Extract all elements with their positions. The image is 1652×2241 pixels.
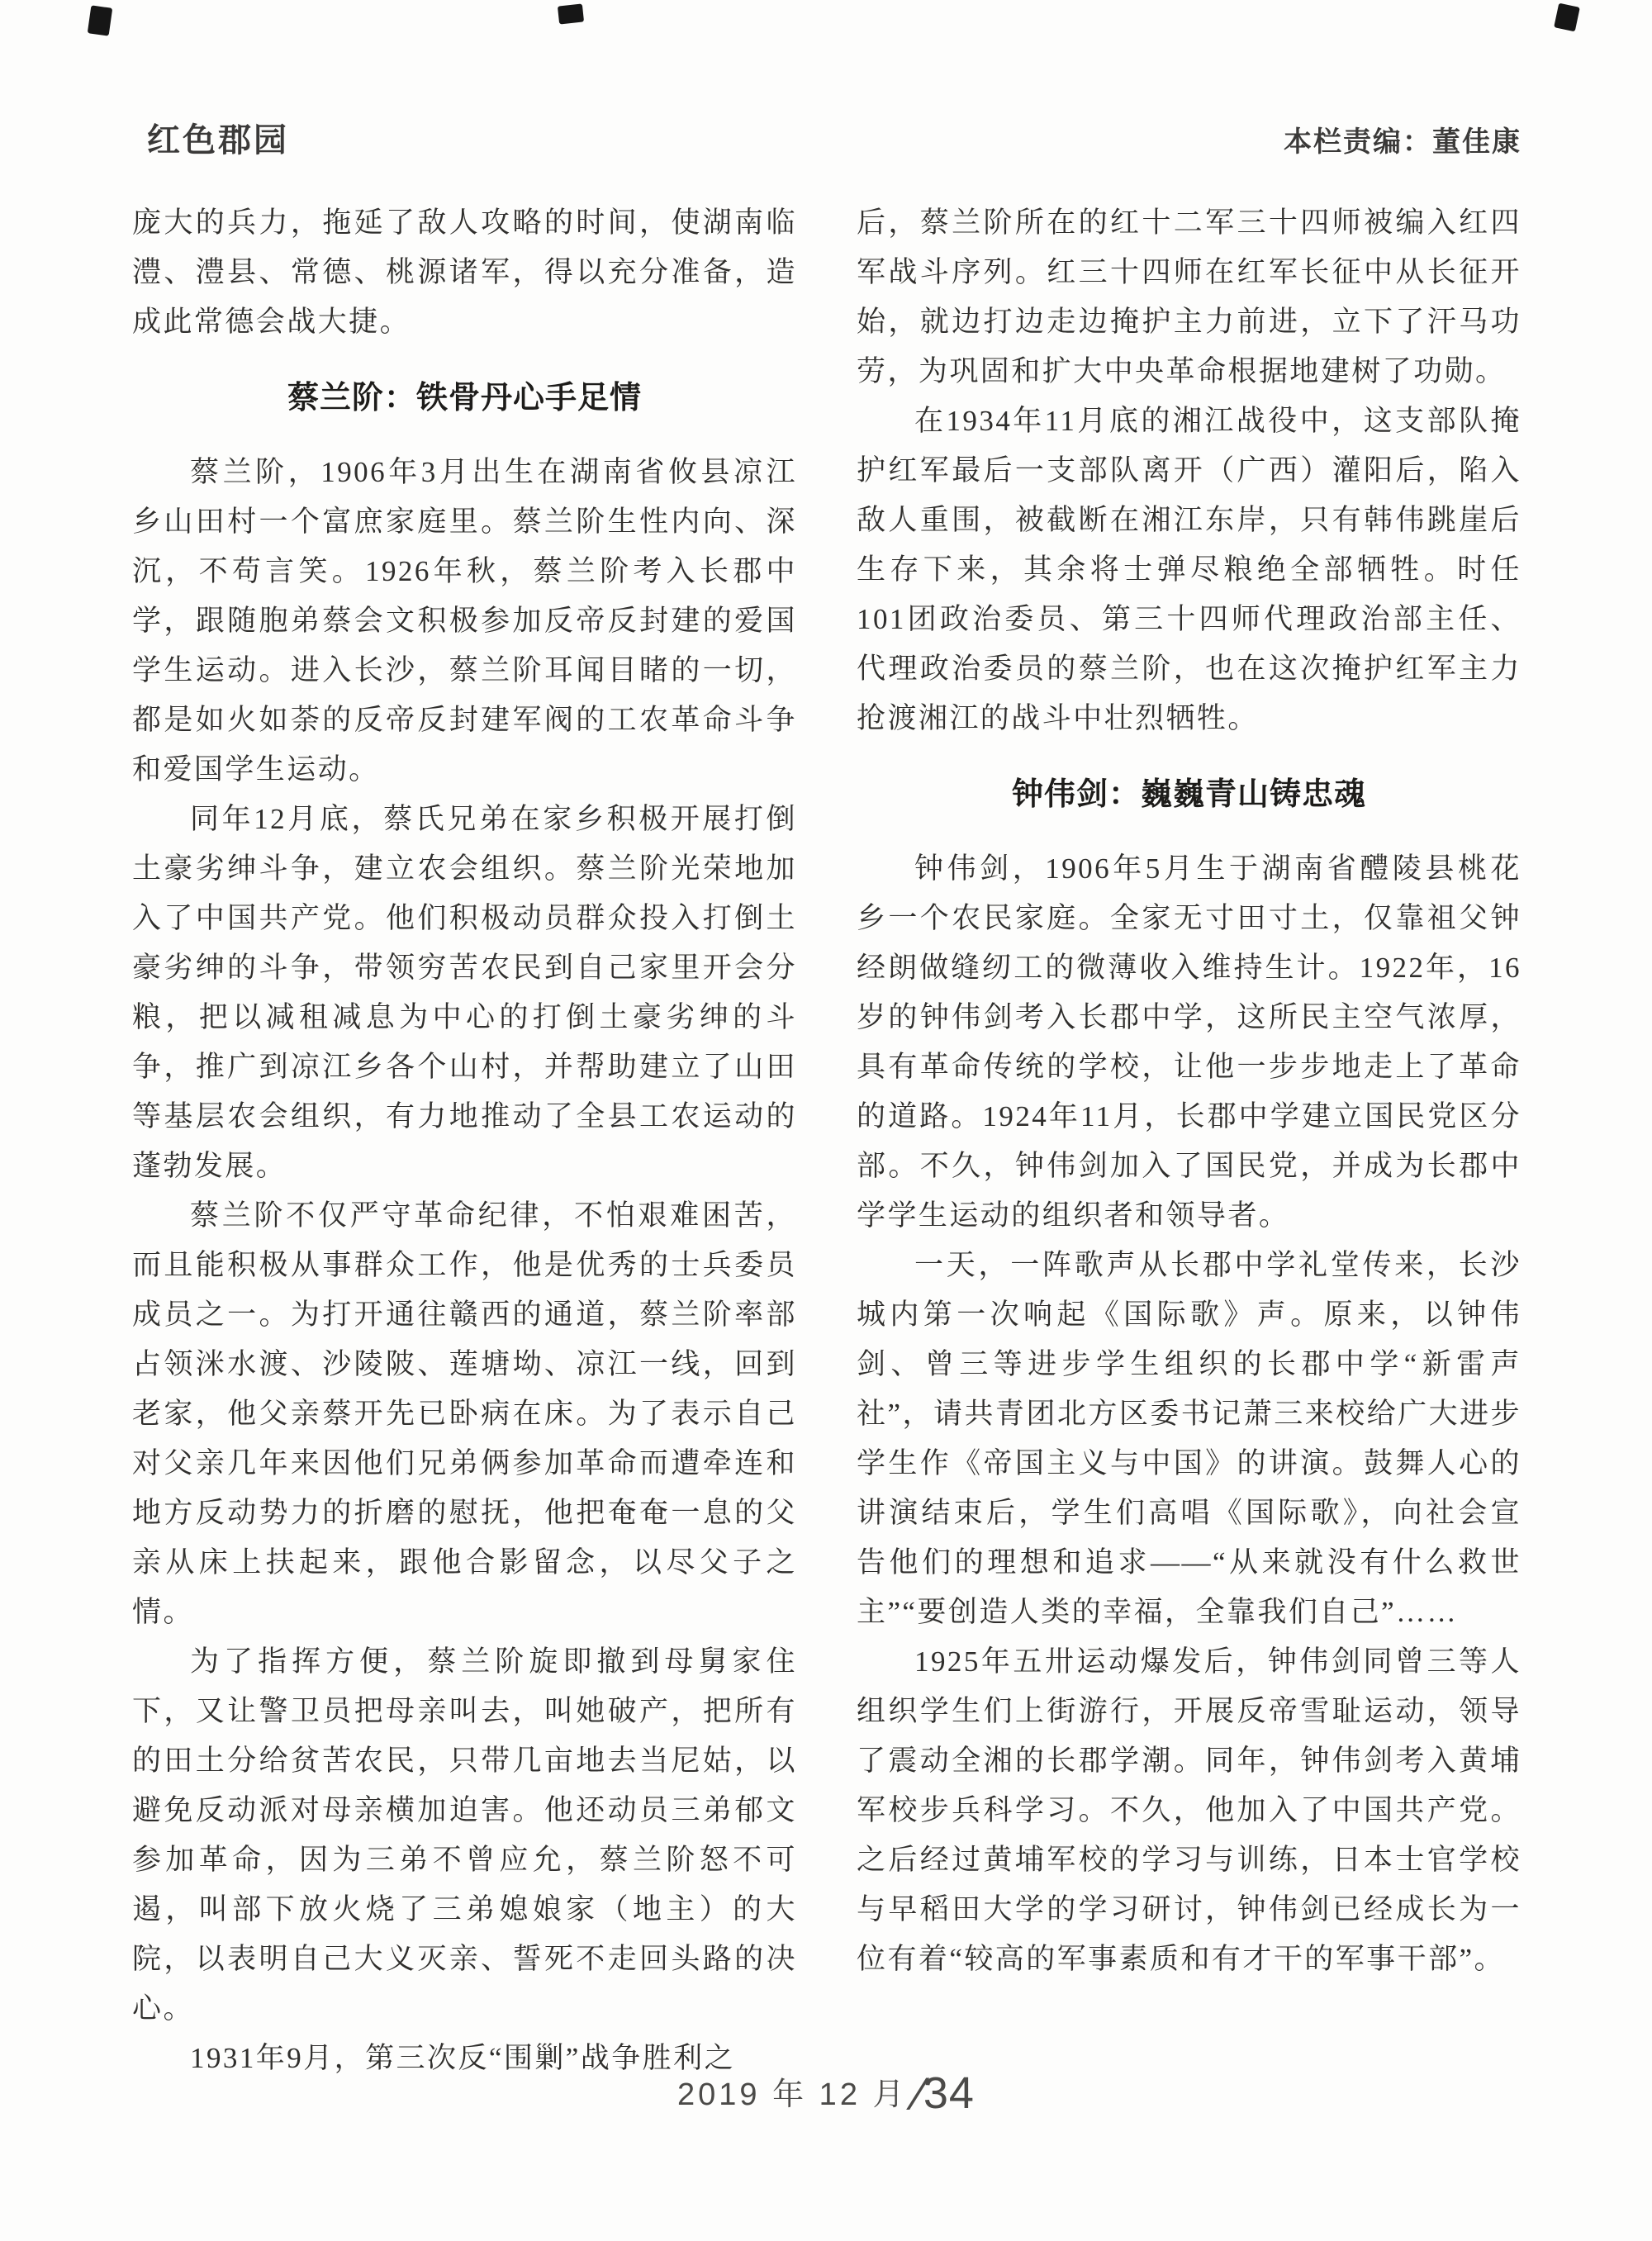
paragraph: 庞大的兵力，拖延了敌人攻略的时间，使湖南临澧、澧县、常德、桃源诸军，得以充分准备，造成此常德会战大捷。 [132, 207, 797, 338]
right-column [857, 198, 1521, 2090]
section-title-zhongweijian: 钟伟剑：巍巍青山铸忠魂 [1011, 777, 1366, 812]
scan-artifact [558, 3, 584, 24]
article-body [132, 198, 1521, 2090]
page-header [147, 114, 1521, 161]
footer-separator: ∕ [915, 2068, 923, 2120]
paragraph: 后，蔡兰阶所在的红十二军三十四师被编入红四军战斗序列。红三十四师在红军长征中从长征开始，就边打边走边掩护主力前进，立下了汗马功劳，为巩固和扩大中央革命根据地建树了功勋。 [857, 207, 1521, 387]
paragraph: 为了指挥方便，蔡兰阶旋即撤到母舅家住下，又让警卫员把母亲叫去，叫她破产，把所有的田土分给贫苦农民，只带几亩地去当尼姑，以避免反动派对母亲横加迫害。他还动员三弟郁文参加革命，因为三弟不曾应允，蔡兰阶怒不可遏，叫部下放火烧了三弟媳娘家（地主）的大院，以表明自己大义灭亲、誓死不走回头路的决心。 [132, 1645, 797, 2025]
section-title-cailanjie: 蔡兰阶：铁骨丹心手足情 [287, 381, 642, 415]
editor-credit: 本栏责编：董佳康 [1284, 126, 1521, 158]
paragraph: 钟伟剑，1906年5月生于湖南省醴陵县桃花乡一个农民家庭。全家无寸田寸土，仅靠祖父钟经朗做缝纫工的微薄收入维持生计。1922年，16岁的钟伟剑考入长郡中学，这所民主空气浓厚，具有革命传统的学校，让他一步步地走上了革命的道路。1924年11月，长郡中学建立国民党区分部。不久，钟伟剑加入了国民党，并成为长郡中学学生运动的组织者和领导者。 [857, 852, 1521, 1232]
paragraph: 蔡兰阶不仅严守革命纪律，不怕艰难困苦，而且能积极从事群众工作，他是优秀的士兵委员成员之一。为打开通往赣西的通道，蔡兰阶率部占领洣水渡、沙陵陂、莲塘坳、凉江一线，回到老家，他父亲蔡开先已卧病在床。为了表示自己对父亲几年来因他们兄弟俩参加革命而遭牵连和地方反动势力的折磨的慰抚，他把奄奄一息的父亲从床上扶起来，跟他合影留念，以尽父子之情。 [132, 1199, 797, 1628]
paragraph: 蔡兰阶，1906年3月出生在湖南省攸县凉江乡山田村一个富庶家庭里。蔡兰阶生性内向、深沉，不苟言笑。1926年秋，蔡兰阶考入长郡中学，跟随胞弟蔡会文积极参加反帝反封建的爱国学生运动。进入长沙，蔡兰阶耳闻目睹的一切，都是如火如荼的反帝反封建军阀的工农革命斗争和爱国学生运动。 [132, 456, 797, 786]
section-label: 红色郡园 [147, 122, 289, 159]
footer-date: 2019 年 12 月 [677, 2077, 908, 2112]
paragraph: 同年12月底，蔡氏兄弟在家乡积极开展打倒土豪劣绅斗争，建立农会组织。蔡兰阶光荣地加入了中国共产党。他们积极动员群众投入打倒土豪劣绅的斗争，带领穷苦农民到自己家里开会分粮，把以减租减息为中心的打倒土豪劣绅的斗争，推广到凉江乡各个山村，并帮助建立了山田等基层农会组织，有力地推动了全县工农运动的蓬勃发展。 [132, 803, 797, 1182]
paragraph: 1925年五卅运动爆发后，钟伟剑同曾三等人组织学生们上街游行，开展反帝雪耻运动，领导了震动全湘的长郡学潮。同年，钟伟剑考入黄埔军校步兵科学习。不久，他加入了中国共产党。之后经过黄埔军校的学习与训练，日本士官学校与早稻田大学的学习研讨，钟伟剑已经成长为一位有着“较高的军事素质和有才干的军事干部”。 [857, 1645, 1521, 1975]
paragraph: 1931年9月，第三次反“围剿”战争胜利之 [190, 2042, 736, 2074]
page-footer [0, 2067, 1652, 2120]
scan-artifact [88, 5, 112, 36]
scan-artifact [1554, 3, 1580, 32]
paragraph: 在1934年11月底的湘江战役中，这支部队掩护红军最后一支部队离开（广西）灌阳后，陷入敌人重围，被截断在湘江东岸，只有韩伟跳崖后生存下来，其余将士弹尽粮绝全部牺牲。时任101团政治委员、第三十四师代理政治部主任、代理政治委员的蔡兰阶，也在这次掩护红军主力抢渡湘江的战斗中壮烈牺牲。 [857, 405, 1521, 734]
footer-page-number: 34 [923, 2068, 975, 2118]
left-column [132, 198, 797, 2090]
paragraph: 一天，一阵歌声从长郡中学礼堂传来，长沙城内第一次响起《国际歌》声。原来，以钟伟剑、曾三等进步学生组织的长郡中学“新雷声社”，请共青团北方区委书记萧三来校给广大进步学生作《帝国主义与中国》的讲演。鼓舞人心的讲演结束后，学生们高唱《国际歌》，向社会宣告他们的理想和追求——“从来就没有什么救世主”“要创造人类的幸福，全靠我们自己”…… [857, 1249, 1521, 1628]
